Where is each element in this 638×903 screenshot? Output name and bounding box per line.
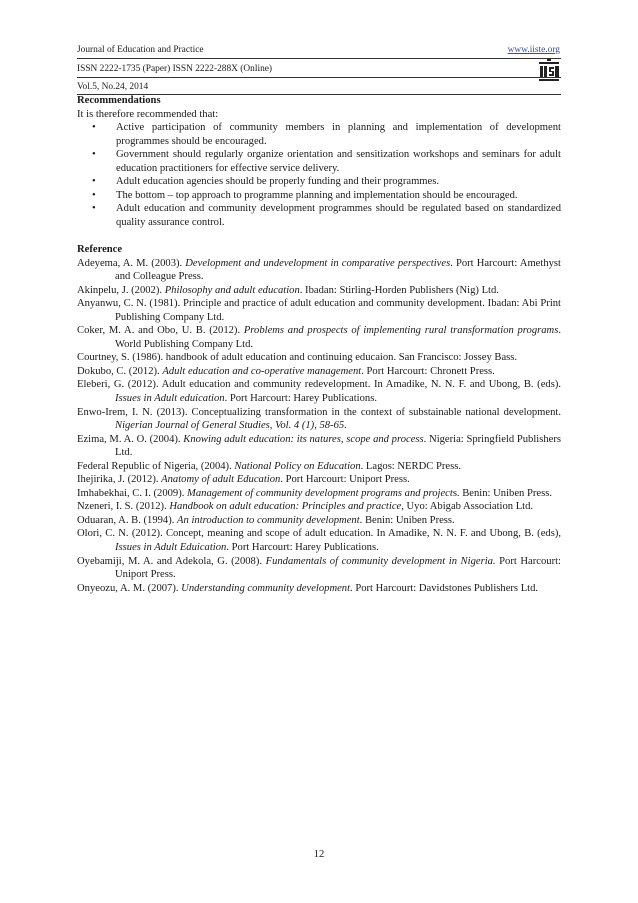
bullet-icon: • — [92, 122, 96, 134]
reference-text: . Port Harcourt: Uniport Press. — [280, 474, 410, 486]
recommendations-heading: Recommendations — [77, 95, 161, 106]
reference-entry — [77, 527, 561, 554]
reference-entry — [77, 460, 561, 474]
recommendation-text: Adult education and community development programmes should be regulated based on standardized quality assurance control. — [116, 203, 561, 228]
reference-title: An introduction to community development — [177, 514, 360, 526]
reference-title: Handbook on adult education: Principles and practice, — [169, 501, 404, 513]
reference-title: Problems and prospects of implementing rural transformation programs — [243, 325, 559, 337]
reference-title: Issues in Adult eduication — [115, 392, 225, 404]
header-rule — [77, 77, 561, 78]
reference-text: Olori, C. N. (2012). Concept, meaning and scope of adult education. In Amadike, N. N. F. and Ubong, B. (eds), — [77, 528, 561, 540]
reference-entry — [77, 324, 561, 351]
reference-text: s. Benin: Uniben Press. — [452, 487, 552, 499]
reference-entry — [77, 351, 561, 365]
reference-text: Adeyema, A. M. (2003). — [77, 257, 186, 269]
body-text — [77, 94, 561, 595]
reference-text: Dokubo, C. (2012). — [77, 365, 163, 377]
reference-text: Anyanwu, C. N. (1981). Principle and practice of adult education and community development. Ibadan: Abi Print Publishing Company Ltd. — [77, 298, 561, 323]
reference-title: Issues in Adult Eduication — [115, 542, 227, 553]
recommendations-list — [77, 121, 561, 229]
reference-title: Knowing adult education: its natures, scope and process — [183, 433, 424, 445]
reference-text: . Port Harcourt: Harey Publications. — [226, 542, 379, 553]
reference-text: . Lagos: NERDC Press. — [360, 460, 461, 472]
reference-text: Enwo-Irem, I. N. (2013). Conceptualizing transformation in the context of substainable national development. — [77, 406, 561, 418]
reference-title: Anatomy of adult Education — [161, 474, 281, 486]
bullet-icon: • — [92, 176, 96, 188]
reference-entry — [77, 257, 561, 284]
reference-title: Development and undevelopment in comparative perspectives — [185, 257, 451, 269]
reference-entry — [77, 582, 561, 596]
reference-text: Oyebamiji, M. A. and Adekola, G. (2008). — [77, 555, 266, 567]
reference-title: Understanding community development — [181, 582, 351, 594]
reference-text: . Benin: Uniben Press. — [359, 514, 455, 526]
reference-text: . Port Harcourt: Amethyst and Colleague Press. — [115, 257, 561, 283]
reference-entry — [77, 555, 561, 582]
reference-title: Adult education and co-operative management — [162, 365, 362, 377]
website-link[interactable]: www.iiste.org — [507, 45, 560, 55]
header-rule — [77, 58, 561, 59]
reference-text: Nzeneri, I. S. (2012). — [77, 501, 170, 513]
page-number: 12 — [313, 849, 325, 860]
volume-line: Vol.5, No.24, 2014 — [77, 82, 149, 92]
recommendation-item — [77, 121, 561, 148]
recommendation-item — [77, 175, 561, 189]
reference-text: Oduaran, A. B. (1994). — [77, 514, 178, 526]
references-heading: Reference — [77, 243, 123, 255]
reference-entry — [77, 297, 561, 324]
reference-text: . Port Harcourt: Chronett Press. — [361, 365, 495, 377]
reference-text: Eleberi, G. (2012). Adult education and community redevelopment. In Amadike, N. N. F. and Ubong, B. (eds). — [77, 379, 561, 391]
reference-entry — [77, 473, 561, 487]
reference-entry — [77, 514, 561, 528]
reference-entry — [77, 433, 561, 460]
reference-title: Nigerian Journal of General Studies, Vol. 4 (1), 58-65. — [115, 420, 347, 432]
reference-title: National Policy on Education — [234, 460, 361, 472]
reference-text: . Port Harcourt: Davidstones Publishers Ltd. — [350, 582, 539, 594]
reference-title: Philosophy and adult education — [164, 284, 300, 296]
bullet-icon: • — [92, 189, 96, 201]
recommendation-text: Government should regularly organize orientation and sensitization workshops and seminars for adult education practitioners for effective service delivery. — [116, 149, 561, 174]
reference-entry — [77, 378, 561, 405]
reference-text: Ihejirika, J. (2012). — [77, 474, 162, 486]
reference-text: Akinpelu, J. (2002). — [77, 284, 165, 296]
reference-text: Coker, M. A. and Obo, U. B. (2012). — [77, 325, 244, 337]
reference-text: Courtney, S. (1986). handbook of adult education and continuing educaion. San Francisco: Jossey Bass. — [77, 352, 518, 364]
reference-title: Fundamentals of community development in Nigeria. — [265, 555, 496, 567]
reference-text: . Nigeria: Springfield Publishers Ltd. — [115, 433, 561, 459]
iiste-logo — [538, 58, 560, 82]
reference-entry — [77, 365, 561, 379]
recommendation-text: The bottom – top approach to programme planning and implementation should be encouraged. — [116, 189, 518, 201]
reference-text: Imhabekhai, C. I. (2009). — [77, 487, 188, 499]
reference-entry — [77, 284, 561, 298]
reference-text: Uyo: Abigab Association Ltd. — [403, 501, 534, 513]
recommendation-text: Adult education agencies should be properly funding and their programmes. — [116, 176, 440, 188]
bullet-icon: • — [92, 149, 96, 161]
journal-title: Journal of Education and Practice — [77, 45, 204, 55]
reference-text: . World Publishing Company Ltd. — [115, 325, 561, 350]
reference-entry — [77, 487, 561, 501]
reference-text: Port Harcourt: Uniport Press. — [115, 555, 561, 581]
bullet-icon: • — [92, 203, 96, 215]
recommendations-intro: It is therefore recommended that: — [77, 108, 219, 120]
reference-text: Onyeozu, A. M. (2007). — [77, 582, 182, 594]
reference-entry — [77, 500, 561, 514]
reference-title: Management of community development programs and project — [187, 487, 453, 499]
recommendation-text: Active participation of community members in planning and implementation of development programmes should be encouraged. — [116, 122, 561, 147]
reference-text: . Ibadan: Stirling-Horden Publishers (Nig) Ltd. — [299, 284, 499, 296]
reference-entry — [77, 406, 561, 433]
references-list — [77, 257, 561, 596]
reference-text: Ezima, M. A. O. (2004). — [77, 433, 184, 445]
recommendation-item — [77, 148, 561, 175]
reference-text: . Port Harcourt: Harey Publications. — [224, 392, 377, 404]
issn-line: ISSN 2222-1735 (Paper) ISSN 2222-288X (Online) — [77, 64, 273, 74]
recommendation-item — [77, 202, 561, 229]
reference-text: Federal Republic of Nigeria, (2004). — [77, 460, 235, 472]
recommendation-item — [77, 189, 561, 203]
